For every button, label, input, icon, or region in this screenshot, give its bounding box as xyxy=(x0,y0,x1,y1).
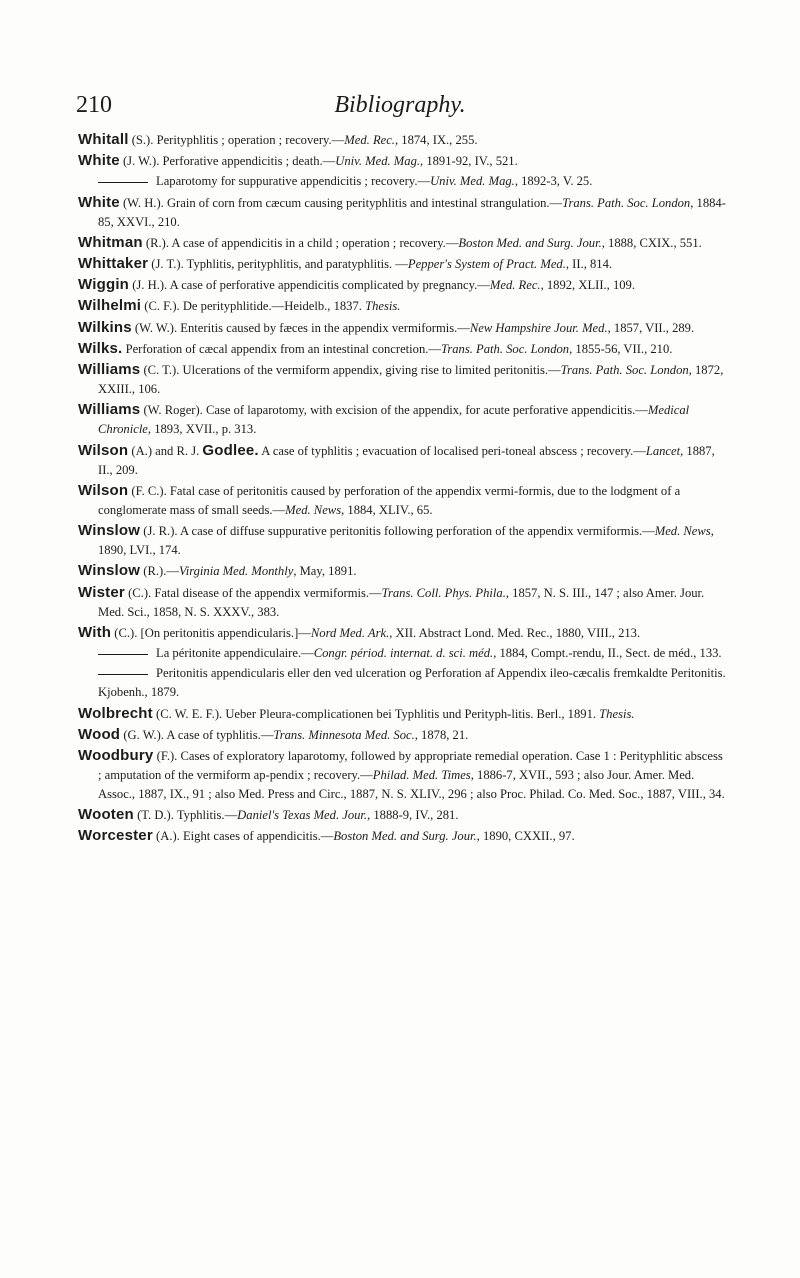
entry-author: Whittaker xyxy=(78,255,149,273)
entry-author: White xyxy=(78,193,120,211)
entry-title: Laparotomy for suppurative appendicitis ; recovery.— xyxy=(156,174,431,189)
entry-source: Nord Med. Ark. xyxy=(310,625,390,640)
entry-author: Winslow xyxy=(78,522,141,540)
entry-author: Wilks. xyxy=(78,339,123,357)
entry-title: Perityphlitis ; operation ; recovery.— xyxy=(156,133,345,147)
entry-title: Fatal case of peritonitis caused by perforation of the appendix vermi-formis, due to the lodgment of a conglomerate mass of small seeds.— xyxy=(98,483,681,517)
bibliography-entry xyxy=(78,826,728,846)
entry-source: Univ. Med. Mag. xyxy=(430,174,515,189)
entry-title: A case of typhlitis.— xyxy=(166,727,274,742)
entry-title: Typhlitis.— xyxy=(176,808,238,823)
entry-initials: (C.). xyxy=(111,625,141,640)
bibliography-entry xyxy=(78,481,728,520)
entry-source: Trans. Path. Soc. London xyxy=(560,362,689,377)
entry-initials: (F. C.). xyxy=(128,483,170,498)
entry-details: , 1855-56, VII., 210. xyxy=(569,341,673,356)
entry-initials: (C. T.). xyxy=(140,362,183,377)
entry-details: , 1887, II., 209. xyxy=(98,443,715,477)
entry-source: New Hampshire Jour. Med. xyxy=(469,320,608,335)
entry-source: Philad. Med. Times xyxy=(372,767,471,782)
entry-title: A case of perforative appendicitis complicated by pregnancy.— xyxy=(169,278,490,293)
entry-source: Medical Chronicle xyxy=(98,403,690,437)
entry-details: , 1888-9, IV., 281. xyxy=(367,808,459,823)
bibliography-entry xyxy=(78,521,728,560)
entry-initials: (W. W.). xyxy=(131,320,181,335)
entry-title: Ulcerations of the vermiform appendix, giving rise to limited peritonitis.— xyxy=(182,362,561,377)
bibliography-entry xyxy=(78,623,728,643)
bibliography-entry xyxy=(78,360,728,399)
entry-title: Peritonitis appendicularis eller den ved ulceration og Perforation af Appendix ileo-cæcalis fremkaldte Peritonitis. Kjobenh., 1879. xyxy=(98,666,726,700)
entry-initials: (A.) and R. J. xyxy=(128,443,203,458)
entry-initials: (J. R.). xyxy=(140,524,180,539)
entry-details: , 1892, XLII., 109. xyxy=(540,278,636,293)
entry-title: A case of typhlitis ; evacuation of localised peri-toneal abscess ; recovery.— xyxy=(258,443,646,458)
entry-details: , 1884, Compt.-rendu, II., Sect. de méd., 133. xyxy=(493,646,722,661)
entry-details: , 1893, XVII., p. 313. xyxy=(147,422,257,437)
entry-initials: (A.). xyxy=(152,829,183,844)
entry-title: Typhlitis, perityphlitis, and paratyphlitis. — xyxy=(186,257,408,272)
entry-source: Thesis. xyxy=(599,706,635,721)
ditto-dash xyxy=(98,654,148,655)
entry-author: Wister xyxy=(78,583,125,601)
entry-source: Trans. Path. Soc. London xyxy=(441,341,570,356)
entry-author: Williams xyxy=(78,401,141,419)
entry-author: Worcester xyxy=(78,827,153,845)
page-number: 210 xyxy=(76,92,112,118)
entry-details: , 1872, XXIII., 106. xyxy=(98,362,724,397)
bibliography-entry xyxy=(78,644,728,663)
bibliography-entry xyxy=(78,233,728,253)
entry-source: Univ. Med. Mag. xyxy=(335,154,421,169)
entry-details: , 1891-92, IV., 521. xyxy=(420,154,518,169)
entry-details: , 1890, LVI., 174. xyxy=(98,524,714,558)
entry-details: , 1857, N. S. III., 147 ; also Amer. Jour. Med. Sci., 1858, N. S. XXXV., 383. xyxy=(98,585,705,619)
bibliography-entry xyxy=(78,296,728,316)
entry-source: Med. Rec. xyxy=(344,133,395,147)
entry-details: , 1857, VII., 289. xyxy=(607,320,695,335)
entry-initials: (W. H.). xyxy=(119,195,167,210)
entry-source: Boston Med. and Surg. Jour. xyxy=(333,829,477,844)
entry-author: Wilson xyxy=(78,441,129,459)
entry-source: Trans. Path. Soc. London xyxy=(562,195,691,210)
bibliography-entry xyxy=(78,275,728,295)
entry-title: Eight cases of appendicitis.— xyxy=(182,829,334,844)
bibliography-entry xyxy=(78,318,728,338)
ditto-dash xyxy=(98,182,148,183)
entry-source: Trans. Coll. Phys. Phila. xyxy=(381,585,506,600)
entry-details: , 1892-3, V. 25. xyxy=(514,174,593,189)
entry-initials: (J. T.). xyxy=(148,257,187,272)
bibliography-entry xyxy=(78,664,728,702)
entry-details: , 1886-7, XVII., 593 ; also Jour. Amer. Med. Assoc., 1887, IX., 91 ; also Med. Press and Circ., 1887, N. S. XLIV., 296 ; also Proc. Philad. Co. Med. Soc., 1887, VIII., 34. xyxy=(98,767,725,802)
entry-title: Ueber Pleura-complicationen bei Typhlitis und Perityph-litis. Berl., 1891. xyxy=(225,706,600,721)
bibliography-entry xyxy=(78,151,728,171)
entry-source: Congr. périod. internat. d. sci. méd. xyxy=(313,646,494,661)
entry-author: Wooten xyxy=(78,806,134,824)
entry-title: De perityphlitide.—Heidelb., 1837. xyxy=(182,299,366,314)
entry-source: Med. News xyxy=(285,502,342,517)
entry-author: With xyxy=(78,623,112,641)
entry-title: Fatal disease of the appendix vermiformis.— xyxy=(154,585,382,600)
entry-initials: (J. W.). xyxy=(119,154,163,169)
entry-details: , 1884, XLIV., 65. xyxy=(341,502,433,517)
bibliography-entry xyxy=(78,725,728,745)
entry-author: Wiggin xyxy=(78,276,130,294)
bibliography-entry xyxy=(78,805,728,825)
entry-title: Cases of exploratory laparotomy, followed by appropriate remedial operation. Case 1 : Perityphlitic abscess ; amputation of the vermiform ap-pendix ; recovery.— xyxy=(98,748,723,782)
entry-title: A case of diffuse suppurative peritonitis following perforation of the appendix vermiformis.— xyxy=(180,524,655,539)
entry-author: Wilkins xyxy=(78,318,132,336)
entry-author: Wilson xyxy=(78,481,129,499)
entry-source: Med. Rec. xyxy=(489,278,541,293)
bibliography-entry xyxy=(78,254,728,274)
entry-author: Woodbury xyxy=(78,746,154,764)
entry-details: , 1888, CXIX., 551. xyxy=(601,235,702,250)
entry-author: Wood xyxy=(78,725,121,743)
entry-initials: (C. W. E. F.). xyxy=(152,706,226,721)
entry-details: , 1884-85, XXVI., 210. xyxy=(98,195,726,229)
bibliography-entry xyxy=(78,193,728,232)
entry-author: Wolbrecht xyxy=(78,704,153,722)
page-header xyxy=(0,92,800,122)
entry-title: [On peritonitis appendicularis.]— xyxy=(140,625,311,640)
bibliography-entry xyxy=(78,130,728,150)
entry-details: , II., 814. xyxy=(565,257,613,272)
entry-author: Wilhelmi xyxy=(78,297,142,315)
entry-title: Case of laparotomy, with excision of the appendix, for acute perforative appendicitis.— xyxy=(205,403,648,418)
entry-author: Whitall xyxy=(78,131,129,148)
bibliography-entry xyxy=(78,746,728,804)
bibliography-entry xyxy=(78,704,728,724)
entry-title: A case of appendicitis in a child ; operation ; recovery.— xyxy=(171,235,459,250)
entry-source: Virginia Med. Monthly xyxy=(178,564,294,579)
entry-details: , 1878, 21. xyxy=(414,727,469,742)
entry-details: , 1874, IX., 255. xyxy=(394,133,478,147)
entry-initials: (F.). xyxy=(153,748,181,763)
entry-title: La péritonite appendiculaire.— xyxy=(156,646,314,661)
entry-source: Thesis. xyxy=(365,299,401,314)
bibliography-entry xyxy=(78,561,728,581)
entry-author: Whitman xyxy=(78,233,143,251)
entry-source: Med. News xyxy=(654,524,711,539)
entry-author: Williams xyxy=(78,360,141,378)
entry-title: Perforation of cæcal appendix from an intestinal concretion.— xyxy=(125,341,442,356)
bibliography-entries xyxy=(78,130,728,848)
entry-details: , XII. Abstract Lond. Med. Rec., 1880, VIII., 213. xyxy=(389,625,641,640)
entry-title: Perforative appendicitis ; death.— xyxy=(162,154,336,169)
entry-initials: (R.).— xyxy=(140,564,179,579)
ditto-dash xyxy=(98,674,148,675)
entry-initials: (S.). xyxy=(128,133,157,147)
entry-initials: (W. Roger). xyxy=(140,403,206,418)
bibliography-entry xyxy=(78,583,728,622)
entry-initials: (R.). xyxy=(142,235,172,250)
entry-title: Enteritis caused by fæces in the appendix vermiformis.— xyxy=(180,320,470,335)
bibliography-entry xyxy=(78,339,728,359)
entry-coauthor: Godlee. xyxy=(202,441,259,459)
bibliography-entry xyxy=(78,441,728,480)
entry-initials: (J. H.). xyxy=(129,278,170,293)
running-title: Bibliography. xyxy=(334,92,466,118)
entry-author: White xyxy=(78,152,120,170)
entry-initials: (T. D.). xyxy=(133,808,177,823)
entry-source: Pepper's System of Pract. Med. xyxy=(407,257,566,272)
entry-initials: (G. W.). xyxy=(120,727,167,742)
entry-initials: (C. F.). xyxy=(141,299,183,314)
entry-details: , 1890, CXXII., 97. xyxy=(476,829,575,844)
bibliography-entry xyxy=(78,172,728,191)
entry-initials: (C.). xyxy=(124,585,155,600)
entry-details: , May, 1891. xyxy=(293,564,357,579)
entry-source: Boston Med. and Surg. Jour. xyxy=(458,235,602,250)
entry-author: Winslow xyxy=(78,562,141,580)
entry-source: Lancet xyxy=(645,443,681,458)
entry-title: Grain of corn from cæcum causing perityphlitis and intestinal strangulation.— xyxy=(166,195,563,210)
entry-source: Trans. Minnesota Med. Soc. xyxy=(273,727,415,742)
bibliography-entry xyxy=(78,400,728,439)
entry-source: Daniel's Texas Med. Jour. xyxy=(237,808,368,823)
